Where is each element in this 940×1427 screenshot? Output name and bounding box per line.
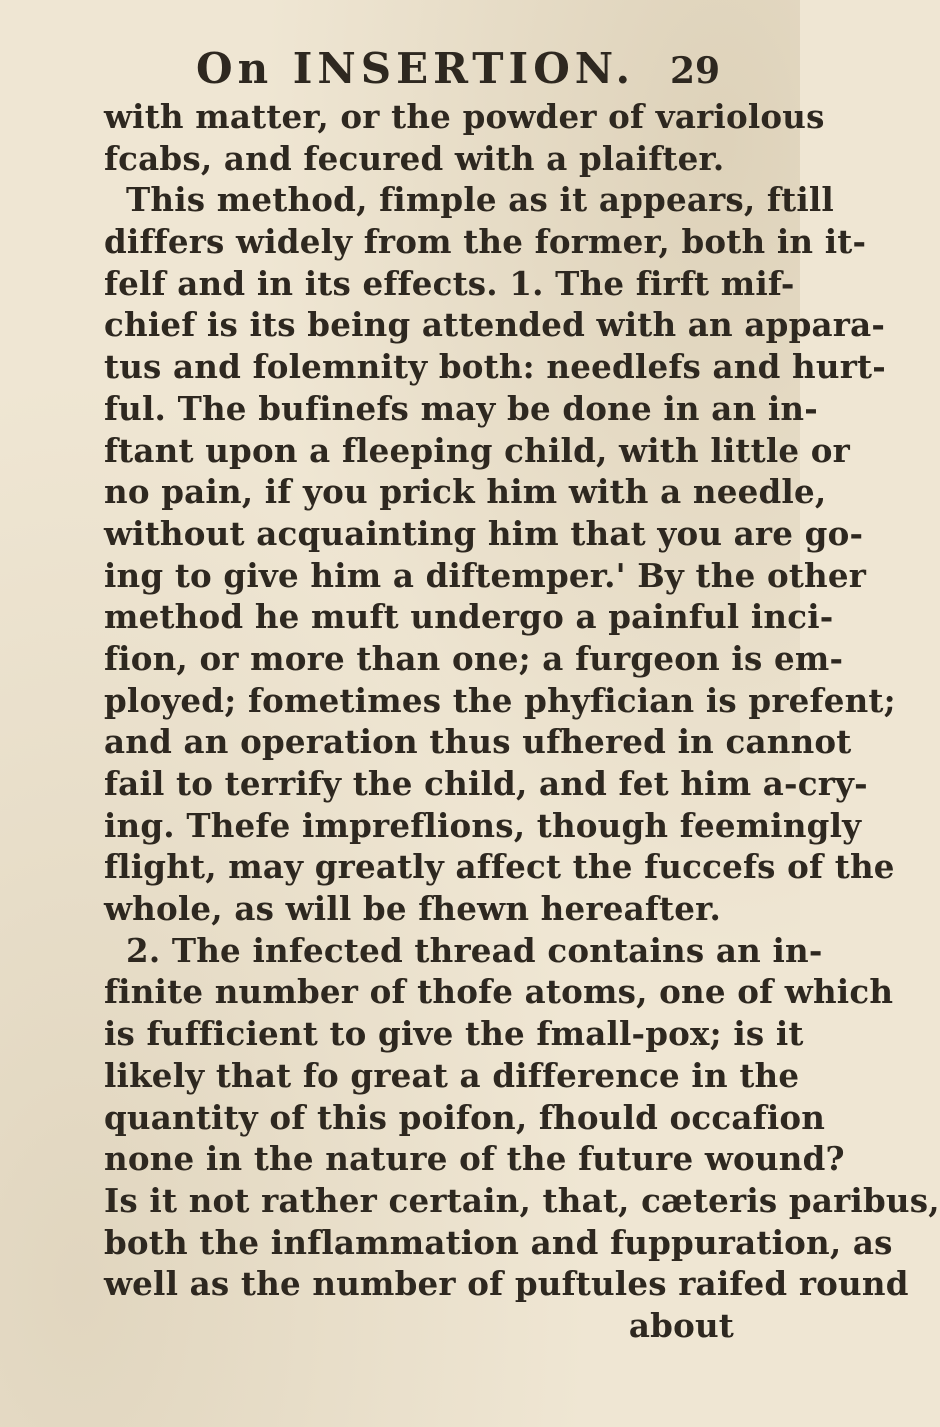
text-line: quantity of this poifon, fhould occafion (104, 1097, 826, 1137)
page-header (0, 44, 800, 104)
text-line: fcabs, and fecured with a plaifter. (104, 138, 725, 178)
text-line: whole, as will be fhewn hereafter. (104, 889, 721, 929)
catchword: about (628, 1305, 734, 1345)
text-line: flight, may greatly affect the fuccefs of the (104, 847, 895, 887)
paragraph-start-line: 2. The infected thread contains an in- (126, 930, 823, 970)
text-line: well as the number of puftules raifed round (104, 1264, 909, 1304)
text-line: ftant upon a fleeping child, with little or (104, 430, 850, 470)
text-line: no pain, if you prick him with a needle, (104, 472, 827, 512)
text-line: ing to give him a diftemper.' By the other (104, 555, 867, 595)
text-line: finite number of thofe atoms, one of which (104, 972, 894, 1012)
text-line: and an operation thus ufhered in cannot (104, 722, 852, 762)
text-line: fail to terrify the child, and fet him a-cry- (104, 764, 868, 803)
text-line: none in the nature of the future wound? (104, 1139, 845, 1179)
page-number: 29 (670, 50, 721, 92)
text-line: with matter, or the powder of variolous (104, 97, 825, 136)
text-line: ployed; fometimes the phyfician is prefent; (104, 680, 896, 720)
text-line: is fufficient to give the fmall-pox; is it (104, 1014, 804, 1054)
text-line: ing. Thefe impreflions, though feemingly (104, 805, 862, 845)
text-line: Is it not rather certain, that, cæteris paribus, (104, 1180, 940, 1220)
text-line: ful. The bufinefs may be done in an in- (104, 388, 818, 428)
text-line: fion, or more than one; a furgeon is em- (104, 638, 844, 678)
text-line: differs widely from the former, both in it- (104, 222, 867, 262)
text-line: tus and folemnity both: needlefs and hurt- (104, 347, 886, 387)
running-head: On INSERTION. (196, 44, 636, 93)
text-line: likely that fo great a difference in the (104, 1055, 800, 1095)
body-text (104, 96, 940, 1347)
text-line: method he muft undergo a painful inci- (104, 597, 834, 637)
paragraph-start-line: This method, fimple as it appears, ftill (126, 180, 834, 220)
text-line: chief is its being attended with an appara- (104, 305, 886, 345)
text-line: both the inflammation and fuppuration, as (104, 1222, 893, 1262)
text-line: felf and in its effects. 1. The firft mif- (104, 263, 795, 303)
text-line: without acquainting him that you are go- (104, 513, 864, 553)
